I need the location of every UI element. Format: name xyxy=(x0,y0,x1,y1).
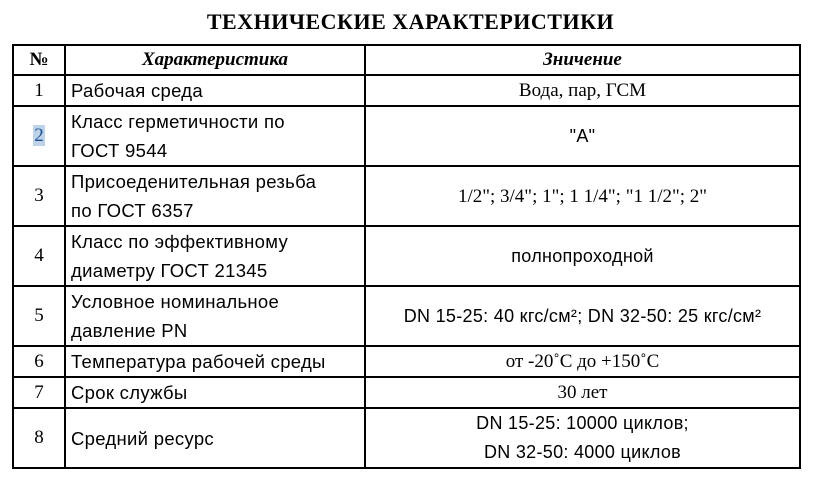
table-row xyxy=(13,377,800,408)
column-header-value: Зничение xyxy=(365,45,800,75)
characteristic-text-line-2: по ГОСТ 6357 xyxy=(71,200,194,221)
row-number xyxy=(13,377,65,408)
characteristic-text-line-1: Присоеденительная резьба xyxy=(71,171,317,192)
table-row xyxy=(13,106,800,166)
characteristic-text-line-2: ГОСТ 9544 xyxy=(71,140,168,161)
row-number-text: 8 xyxy=(34,427,44,448)
row-value xyxy=(365,75,800,106)
row-value xyxy=(365,346,800,377)
row-characteristic xyxy=(65,408,365,468)
row-characteristic xyxy=(65,346,365,377)
row-value xyxy=(365,106,800,166)
value-text-line-2: DN 32-50: 4000 циклов xyxy=(483,442,682,462)
row-number xyxy=(13,75,65,106)
row-number xyxy=(13,408,65,468)
row-number-text: 7 xyxy=(34,381,44,403)
table-row xyxy=(13,408,800,468)
row-characteristic xyxy=(65,75,365,106)
table-header-row xyxy=(13,45,800,75)
value-text: 1/2"; 3/4"; 1"; 1 1/4"; "1 1/2"; 2" xyxy=(457,185,708,207)
specifications-table xyxy=(12,44,801,469)
row-value xyxy=(365,226,800,286)
characteristic-text-line-2: давление PN xyxy=(71,320,188,341)
table-row xyxy=(13,286,800,346)
page-title: ТЕХНИЧЕСКИЕ ХАРАКТЕРИСТИКИ xyxy=(206,9,615,34)
value-text: DN 15-25: 40 кгс/см²; DN 32-50: 25 кгс/см² xyxy=(403,305,762,326)
row-number xyxy=(13,166,65,226)
row-value xyxy=(365,408,800,468)
characteristic-text: Температура рабочей среды xyxy=(71,351,326,372)
row-number-text: 3 xyxy=(34,185,44,206)
row-number-text: 4 xyxy=(34,245,44,266)
characteristic-text-line-1: Класс герметичности по xyxy=(71,111,285,132)
table-row xyxy=(13,226,800,286)
row-number-text-selected[interactable]: 2 xyxy=(34,125,44,146)
column-header-characteristic: Характеристика xyxy=(65,45,365,75)
table-row xyxy=(13,75,800,106)
row-number-text: 6 xyxy=(34,350,44,372)
characteristic-text: Средний ресурс xyxy=(71,427,214,449)
row-value xyxy=(365,377,800,408)
characteristic-text-line-2: диаметру ГОСТ 21345 xyxy=(71,260,268,281)
characteristic-text: Рабочая среда xyxy=(71,80,203,101)
row-characteristic xyxy=(65,226,365,286)
row-characteristic xyxy=(65,166,365,226)
value-text: "А" xyxy=(569,125,596,146)
value-text: Вода, пар, ГСМ xyxy=(518,80,647,101)
row-characteristic xyxy=(65,286,365,346)
row-characteristic xyxy=(65,106,365,166)
table-row xyxy=(13,166,800,226)
value-text: полнопроходной xyxy=(511,245,654,266)
row-value xyxy=(365,286,800,346)
row-characteristic xyxy=(65,377,365,408)
value-text: от -20˚С до +150˚С xyxy=(505,351,660,372)
row-number xyxy=(13,106,65,166)
row-number xyxy=(13,226,65,286)
row-number xyxy=(13,346,65,377)
table-row xyxy=(13,346,800,377)
row-number-text: 1 xyxy=(34,79,44,101)
characteristic-text: Срок службы xyxy=(71,382,188,403)
characteristic-text-line-1: Условное номинальное xyxy=(71,291,280,312)
characteristic-text-line-1: Класс по эффективному xyxy=(71,231,289,252)
row-number-text: 5 xyxy=(34,305,44,326)
value-text-line-1: DN 15-25: 10000 циклов; xyxy=(476,413,689,433)
row-value xyxy=(365,166,800,226)
value-text: 30 лет xyxy=(557,382,608,403)
row-number xyxy=(13,286,65,346)
column-header-number: № xyxy=(13,45,65,75)
